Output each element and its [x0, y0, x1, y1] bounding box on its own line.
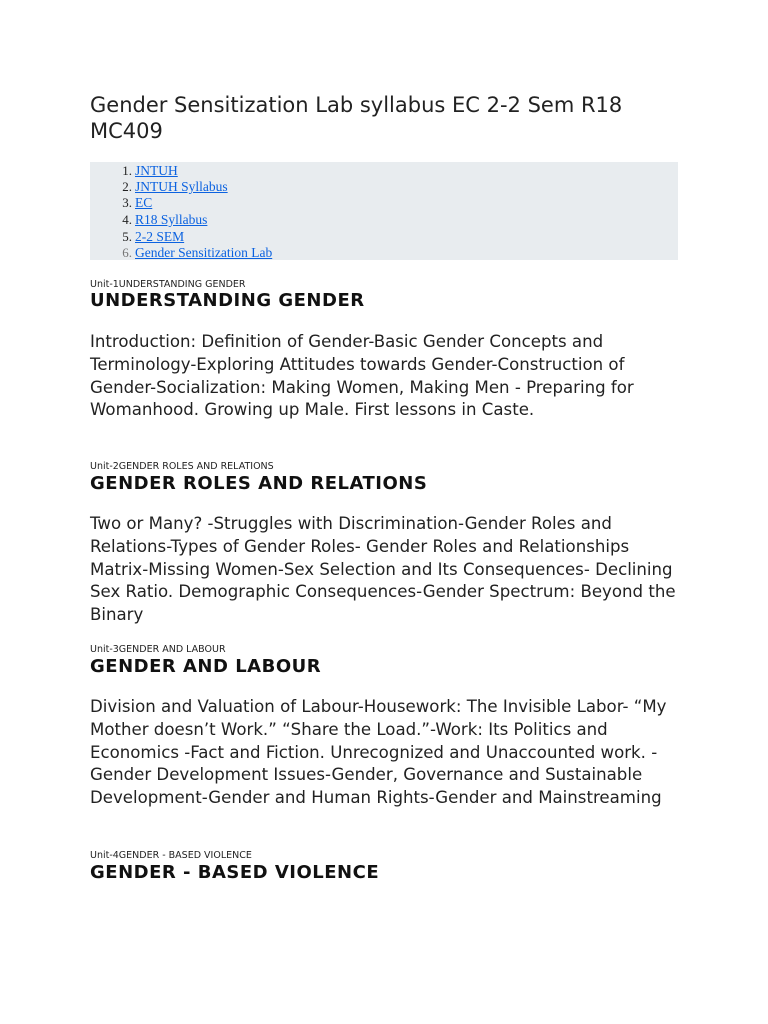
breadcrumb-link-ec[interactable]: EC [135, 195, 153, 210]
breadcrumb-number: 2. [122, 179, 132, 194]
breadcrumb [90, 162, 678, 260]
unit-1-body: Introduction: Definition of Gender-Basic Gender Concepts and Terminology-Exploring Attitudes towards Gender-Construction of Gender-Socialization: Making Women, Making Men - Preparing for Womanhood. Growing up Male. First lessons in Caste. [90, 332, 634, 420]
unit-2-body: Two or Many? -Struggles with Discrimination-Gender Roles and Relations-Types of Gender Roles- Gender Roles and Relationships Matrix-Missing Women-Sex Selection and Its Consequences- Declining Sex Ratio. Demographic Consequences-Gender Spectrum: Beyond the Binary [90, 514, 676, 625]
breadcrumb-link-jntuh-syllabus[interactable]: JNTUH Syllabus [135, 179, 228, 194]
page-title: Gender Sensitization Lab syllabus EC 2-2 Sem R18 MC409 [90, 93, 623, 143]
breadcrumb-number: 3. [122, 195, 132, 210]
unit-3-heading: GENDER AND LABOUR [90, 656, 322, 677]
unit-1-label: Unit-1UNDERSTANDING GENDER [90, 279, 246, 290]
breadcrumb-link-gender-sensitization-lab[interactable]: Gender Sensitization Lab [135, 245, 273, 260]
breadcrumb-number: 6. [122, 245, 132, 260]
unit-2-heading: GENDER ROLES AND RELATIONS [90, 473, 428, 494]
breadcrumb-link-jntuh[interactable]: JNTUH [135, 163, 178, 178]
unit-3-label: Unit-3GENDER AND LABOUR [90, 644, 226, 655]
unit-4-heading: GENDER - BASED VIOLENCE [90, 862, 380, 883]
unit-2-label: Unit-2GENDER ROLES AND RELATIONS [90, 461, 274, 472]
breadcrumb-link-2-2-sem[interactable]: 2-2 SEM [135, 229, 185, 244]
breadcrumb-number: 5. [122, 229, 132, 244]
breadcrumb-number: 4. [122, 212, 132, 227]
breadcrumb-number: 1. [122, 163, 132, 178]
unit-3-body: Division and Valuation of Labour-Housework: The Invisible Labor- “My Mother doesn’t Work.” “Share the Load.”-Work: Its Politics and Economics -Fact and Fiction. Unrecognized and Unaccounted work. -Gender Development Issues-Gender, Governance and Sustainable Development-Gender and Human Rights-Gender and Mainstreaming [90, 697, 667, 808]
breadcrumb-link-r18-syllabus[interactable]: R18 Syllabus [135, 212, 208, 227]
unit-4-label: Unit-4GENDER - BASED VIOLENCE [90, 850, 252, 861]
unit-1-heading: UNDERSTANDING GENDER [90, 290, 365, 311]
